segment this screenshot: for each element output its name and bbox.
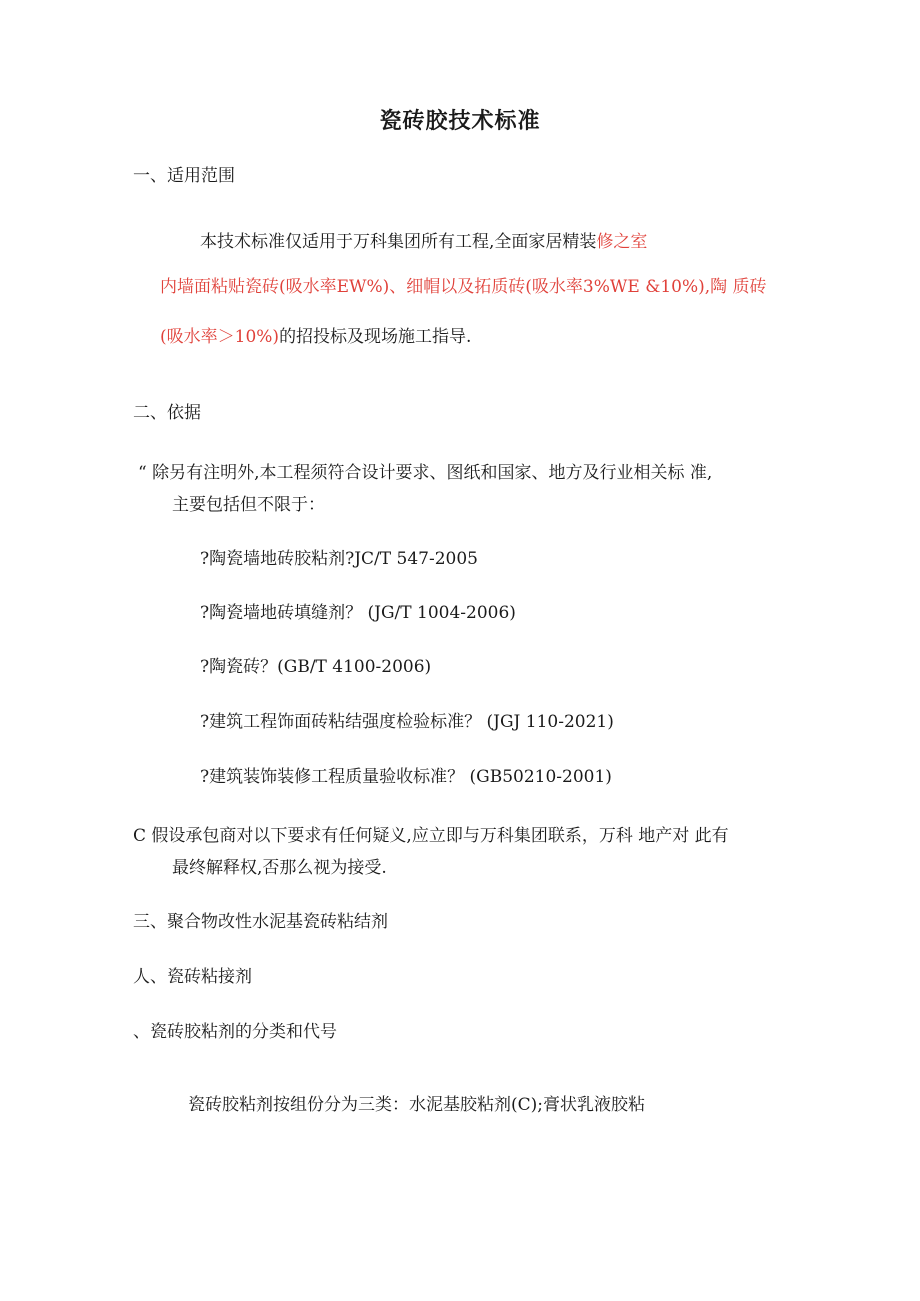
- section-3-paragraph: 瓷砖胶粘剂按组份分为三类：水泥基胶粘剂(C);膏状乳液胶粘: [188, 1095, 645, 1115]
- section-2-paragraph-line-2: 主要包括但不限于：: [172, 495, 325, 515]
- highlight-text: (吸水率＞10%): [160, 327, 280, 347]
- reference-item: ?建筑装饰装修工程质量验收标准？ (GB50210-2001): [200, 767, 612, 787]
- section-1-paragraph-line-2: 内墙面粘贴瓷砖(吸水率EW%)、细帽以及拓质砖(吸水率3%WE &10%),陶 质砖: [160, 277, 767, 297]
- section-2-paragraph-line-3: C 假设承包商对以下要求有任何疑义,应立即与万科集团联系，万科 地产对 此有: [133, 826, 729, 846]
- section-1-text: 本技术标准仅适用于万科集团所有工程,全面家居精装: [200, 232, 597, 252]
- reference-item: ?陶瓷墙地砖胶粘剂?JC/T 547-2005: [200, 549, 478, 569]
- section-2-paragraph-line-1: “ 除另有注明外,本工程须符合设计要求、图纸和国家、地方及行业相关标 准,: [138, 463, 713, 483]
- section-1-paragraph-line-1: [200, 231, 647, 253]
- section-3-subheading: 人、瓷砖粘接剂: [133, 967, 252, 987]
- section-1-paragraph-line-3: [160, 326, 471, 348]
- highlight-text: 修之室: [596, 232, 648, 252]
- reference-item: ?陶瓷墙地砖填缝剂？ (JG/T 1004-2006): [200, 603, 516, 623]
- reference-item: ?陶瓷砖？(GB/T 4100-2006): [200, 657, 432, 677]
- section-2-heading: 二、依据: [133, 403, 201, 423]
- section-1-heading: 一、适用范围: [133, 166, 235, 186]
- page-title: 瓷砖胶技术标准: [379, 109, 541, 134]
- reference-item: ?建筑工程饰面砖粘结强度检验标准？ (JGJ 110-2021): [200, 712, 614, 732]
- section-1-text: 的招投标及现场施工指导.: [279, 327, 472, 347]
- section-3-subheading: 、瓷砖胶粘剂的分类和代号: [133, 1022, 337, 1042]
- section-2-paragraph-line-4: 最终解释权,否那么视为接受.: [172, 858, 387, 878]
- section-3-heading: 三、聚合物改性水泥基瓷砖粘结剂: [133, 912, 388, 932]
